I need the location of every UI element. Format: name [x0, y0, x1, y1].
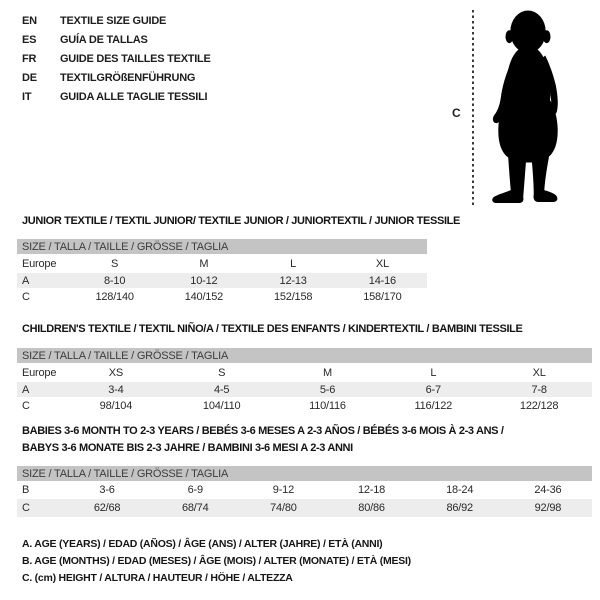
value-cell: 12-13: [249, 273, 338, 288]
value-cell: 6-9: [187, 484, 203, 496]
size-cell: L: [290, 257, 297, 270]
language-row-en: [22, 11, 211, 30]
language-row-de: [22, 68, 211, 87]
value-cell: 140/152: [184, 291, 224, 303]
row-label: Europe: [22, 366, 57, 379]
value-cell: 6-7: [380, 382, 486, 397]
row-label: C: [22, 291, 30, 303]
size-cell: S: [111, 257, 119, 270]
value-cell: 5-6: [275, 382, 381, 397]
legend-line-a: A. AGE (YEARS) / EDAD (AÑOS) / ÂGE (ANS) / ALTER (JAHRE) / ETÀ (ANNI): [22, 538, 383, 550]
value-cell: 152/158: [273, 291, 313, 303]
value-cell: 3-6: [99, 484, 115, 496]
value-cell: 122/128: [519, 400, 559, 412]
value-cell: 128/140: [95, 291, 134, 303]
baby-head: [510, 10, 545, 53]
value-cell: 9-12: [272, 484, 294, 496]
baby-leg-left: [492, 153, 526, 203]
row-label: C: [22, 400, 30, 412]
language-row-es: [22, 30, 211, 49]
language-code: FR: [22, 52, 37, 65]
babies-size-table: [17, 466, 592, 517]
table-row-age: [17, 273, 427, 288]
row-label: A: [17, 273, 70, 288]
legend-notes: [22, 536, 411, 587]
value-cell: 3-4: [63, 382, 169, 397]
guide-title-de: TEXTILGRÖßENFÜHRUNG: [60, 71, 196, 84]
table-row-height: [17, 499, 592, 517]
size-cell: M: [199, 257, 209, 270]
row-label: B: [22, 484, 30, 496]
size-header-bar: SIZE / TALLA / TAILLE / GRÖSSE / TAGLIA: [17, 239, 427, 254]
size-header-bar: SIZE / TALLA / TAILLE / GRÖSSE / TAGLIA: [17, 348, 592, 363]
table-row-months: [17, 481, 592, 499]
value-cell: 158/170: [363, 291, 402, 303]
value-cell: 110/116: [309, 400, 346, 412]
row-label: A: [17, 382, 63, 397]
baby-ear-right: [543, 30, 551, 43]
size-cell: XL: [532, 366, 546, 379]
table-row-europe: [17, 254, 427, 273]
value-cell: 14-16: [338, 273, 427, 288]
language-code: EN: [22, 14, 37, 27]
table-row-age: [17, 382, 592, 397]
size-header-row: [17, 348, 592, 363]
junior-section-title: JUNIOR TEXTILE / TEXTIL JUNIOR/ TEXTILE JUNIOR / JUNIORTEXTIL / JUNIOR TESSILE: [22, 215, 461, 227]
guide-title-it: GUIDA ALLE TAGLIE TESSILI: [60, 90, 208, 103]
value-cell: 7-8: [486, 382, 592, 397]
value-cell: 8-10: [70, 273, 159, 288]
size-cell: S: [218, 366, 226, 379]
value-cell: 12-18: [357, 484, 386, 496]
guide-title-es: GUÍA DE TALLAS: [60, 33, 148, 46]
language-row-it: [22, 87, 211, 106]
children-section-title: CHILDREN'S TEXTILE / TEXTIL NIÑO/A / TEXTILE DES ENFANTS / KINDERTEXTIL / BAMBINI TESSILE: [22, 323, 523, 335]
baby-ear-left: [505, 30, 513, 43]
row-label: Europe: [22, 257, 57, 270]
language-title-list: [22, 11, 211, 106]
babies-section-title: [22, 423, 504, 457]
babies-title-line1: BABIES 3-6 MONTH TO 2-3 YEARS / BEBÉS 3-6 MESES A 2-3 AÑOS / BÉBÉS 3-6 MOIS À 2-3 ANS /: [22, 425, 504, 437]
size-cell: XS: [108, 366, 124, 379]
size-cell: L: [430, 366, 437, 379]
size-header-row: [17, 466, 592, 481]
height-marker-label: C: [452, 106, 461, 120]
value-cell: 80/86: [327, 499, 415, 517]
children-size-table: [17, 348, 592, 415]
row-label: C: [17, 499, 63, 517]
table-row-height: [17, 397, 592, 415]
guide-title-en: TEXTILE SIZE GUIDE: [60, 14, 167, 27]
babies-title-line2: BABYS 3-6 MONATE BIS 2-3 JAHRE / BAMBINI 3-6 MESI A 2-3 ANNI: [22, 442, 353, 454]
legend-line-b: B. AGE (MONTHS) / EDAD (MESES) / ÂGE (MOIS) / ALTER (MONATE) / ETÀ (MESI): [22, 555, 411, 567]
value-cell: 104/110: [202, 400, 241, 412]
size-cell: M: [323, 366, 332, 379]
value-cell: 18-24: [446, 484, 474, 496]
value-cell: 74/80: [239, 499, 327, 517]
language-code: DE: [22, 71, 37, 84]
value-cell: 4-5: [169, 382, 275, 397]
size-header-bar: SIZE / TALLA / TAILLE / GRÖSSE / TAGLIA: [17, 466, 592, 481]
guide-title-fr: GUIDE DES TAILLES TEXTILE: [60, 52, 211, 65]
value-cell: 98/104: [99, 400, 133, 412]
value-cell: 68/74: [151, 499, 239, 517]
language-row-fr: [22, 49, 211, 68]
table-row-europe: [17, 363, 592, 382]
value-cell: 116/122: [414, 400, 453, 412]
junior-size-table: [17, 239, 427, 306]
baby-silhouette-image: [482, 7, 574, 207]
legend-line-c: C. (cm) HEIGHT / ALTURA / HAUTEUR / HÖHE / ALTEZZA: [22, 572, 293, 584]
size-cell: XL: [375, 257, 389, 270]
value-cell: 62/68: [63, 499, 151, 517]
size-header-row: [17, 239, 427, 254]
value-cell: 10-12: [159, 273, 248, 288]
language-code: ES: [22, 33, 37, 46]
height-dashed-line: [472, 10, 474, 207]
value-cell: 24-36: [534, 484, 562, 496]
table-row-height: [17, 288, 427, 306]
language-code: IT: [22, 90, 32, 103]
baby-leg-right: [532, 157, 558, 203]
value-cell: 92/98: [504, 499, 592, 517]
value-cell: 86/92: [416, 499, 504, 517]
